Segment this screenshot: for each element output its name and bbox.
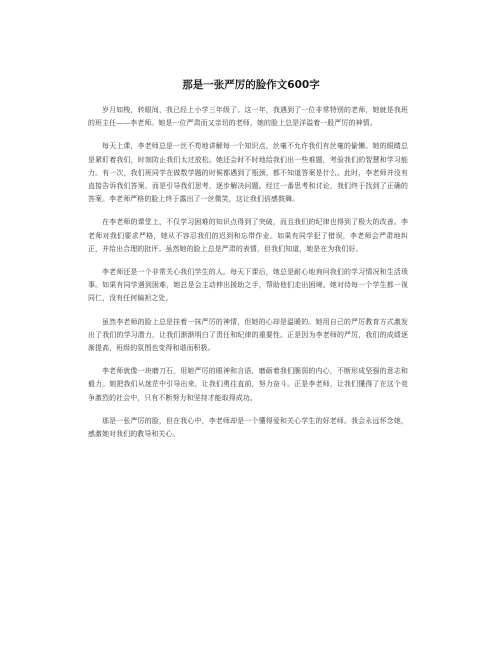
- paragraph-4: 李老师还是一个非常关心我们学生的人。每天下课后，她总是耐心地询问我们的学习情况和生活琐事。如果有同学遇到困难，她总是会主动伸出援助之手，帮助他们走出困境。她对待每一个学生都一视同仁，没有任何偏袒之处。: [88, 268, 408, 303]
- document-body: [88, 104, 408, 451]
- paragraph-2: 每天上课，李老师总是一丝不苟地讲解每一个知识点，丝毫不允许我们有丝毫的偷懒。她的眼睛总是紧盯着我们，时刻防止我们太过放松。她还会时不时地给我们出一些难题，考验我们的智慧和学习能力。有一次，我们班同学在做数学题的时候都遇到了瓶颈，都不知道答案是什么。此时，李老师并没有直接告诉我们答案，而是引导我们思考，逐步解决问题。经过一番思考和讨论，我们终于找到了正确的答案。李老师严格的脸上终于露出了一丝微笑，这让我们倍感鼓舞。: [88, 142, 408, 204]
- paragraph-3: 在李老师的课堂上，不仅学习困难的知识点得到了突破，而且我们的纪律也得到了极大的改善。李老师对我们要求严格，她从不容忍我们的迟到和忘带作业。如果有同学犯了错误，李老师会严肃地纠正，并给出合理的批评。虽然她的脸上总是严肃的表情，但我们知道，她是在为我们好。: [88, 218, 408, 253]
- paragraph-7: 那是一张严厉的脸，但在我心中，李老师却是一个懂得爱和关心学生的好老师。我会永远怀念她，感激她对我们的教导和关心。: [88, 416, 408, 439]
- document-title: 那是一张严厉的脸作文600字: [182, 79, 320, 91]
- paragraph-5: 虽然李老师的脸上总是挂着一抹严厉的神情，但她的心却是温暖的。她用自己的严厉教育方式激发出了我们的学习潜力，让我们渐渐明白了责任和纪律的重要性。正是因为李老师的严厉，我们的成绩逐渐提高，班级的氛围也变得和谐而积极。: [88, 317, 408, 353]
- paragraph-1: 岁月如梭，转眼间，我已经上小学三年级了。这一年，我遇到了一位非常特别的老师，她就是我班的班主任——李老师。她是一位严肃而又亲切的老师，她的脸上总是洋溢着一股严厉的神情。: [88, 106, 408, 128]
- paragraph-6: 李老师就像一块磨刀石，用她严厉的眼神和言语，磨砺着我们脆弱的内心，不断形成坚强的意志和毅力。她把我们从迷茫中引导出来，让我们勇往直前，努力奋斗。正是李老师，让我们懂得了在这个竞争激烈的社会中，只有不断努力和坚持才能取得成功。: [88, 367, 408, 402]
